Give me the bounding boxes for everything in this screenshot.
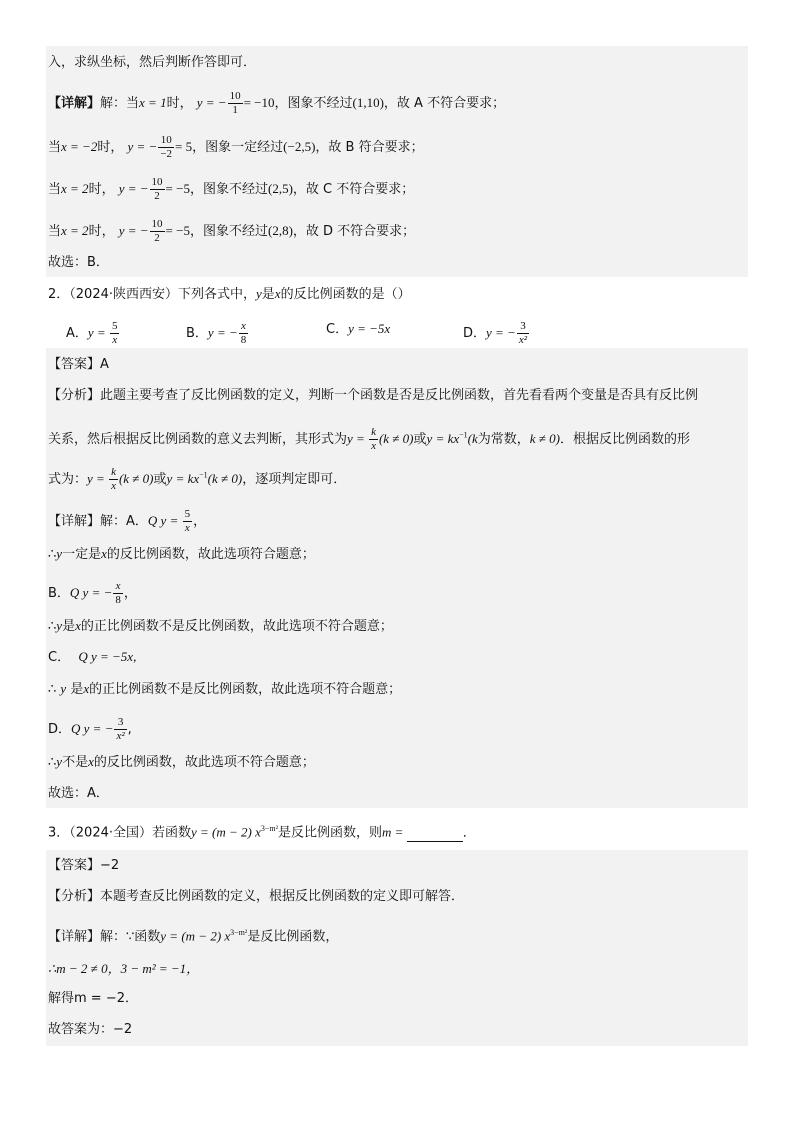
a2-detail-8: ∴y不是x的反比例函数，故此选项不符合题意； [48,754,315,770]
a2-detail-2: ∴y一定是x的反比例函数，故此选项符合题意； [48,546,315,562]
answer-block-3 [46,850,748,1046]
q2-option-c: C．y = −5x [326,321,391,337]
p1-line-4: 当x = 2时， y = − $\frac{10}{2}$ = −5，图象不经过(2,5)，故 C 不符合要求； [48,176,415,202]
a3-detail-4: 故答案为：−2 [48,1022,133,1037]
q2-option-b: B．y = − $\frac{x}{8}$ [186,320,247,346]
a2-detail-1: 【详解】解：A．Q y = $\frac{5}{x}$ ， [48,508,207,534]
a3-answer: 【答案】−2 [48,858,120,873]
a2-detail-5: C． Q y = −5x, [48,649,137,665]
a2-analysis-1: 【分析】此题主要考查了反比例函数的定义，判断一个函数是否是反比例函数，首先看看两个变量是否具有反比例 [48,388,699,403]
a2-detail-3: B．Q y = − $\frac{x}{8}$ ， [48,580,137,606]
a3-detail-2: ∴m − 2 ≠ 0，3 − m² = −1， [48,961,200,976]
p1-line-5: 当x = 2时， y = − $\frac{10}{2}$ = −5，图象不经过(2,8)，故 D 不符合要求； [48,218,416,244]
a2-analysis-3: 式为：y = $\frac{k}{x}$ (k ≠ 0)或$y = kx^{-1}(k \ne 0)$，逐项判定即可． [48,466,347,492]
p1-line-1: 入，求纵坐标，然后判断作答即可． [48,55,257,70]
answer-block-2 [46,348,748,808]
a2-detail-7: D．Q y = − $\frac{3}{\text{x²}}$ , [48,716,132,742]
p1-line-2: 【详解】解：当x = 1时， y = − $\frac{10}{1}$ = −10，图象不经过(1,10)，故 A 不符合要求； [48,90,506,116]
p1-line-3: 当x = −2时， y = − $\frac{10}{-2}$ = 5，图象一定经过(−2,5)，故 B 符合要求； [48,134,424,160]
q2-option-a: A．y = $\frac{5}{x}$ [66,320,118,346]
a2-detail-9: 故选：A． [48,786,109,801]
a3-detail-1: 【详解】解：∵函数y = (m − 2) $x^{3-m^2}$是反比例函数， [48,928,339,945]
q2-stem: 2．（2024·陕西西安）下列各式中，y是x的反比例函数的是（） [48,286,411,302]
a2-analysis-2: 关系，然后根据反比例函数的意义去判断，其形式为y = $\frac{k}{x}$ (k ≠ 0)或$y = kx^{-1}(k$为常数，k ≠ 0)．根据反比例函数的形 [48,426,691,452]
a2-detail-6: ∴ y 是x的正比例函数不是反比例函数，故此选项不符合题意； [48,681,402,697]
answer-blank[interactable] [407,828,463,842]
a2-detail-4: ∴y是x的正比例函数不是反比例函数，故此选项不符合题意； [48,618,393,634]
p1-line-6: 故选：B． [48,255,109,270]
a2-answer: 【答案】A [48,357,109,372]
q2-option-d: D．y = − $\frac{3}{\text{x²}}$ [463,320,528,346]
a3-analysis: 【分析】本题考查反比例函数的定义，根据反比例函数的定义即可解答． [48,889,465,904]
q3-stem: 3．（2024·全国）若函数y = (m − 2) $x^{3-m^2}$是反比例函数，则m = ． [48,824,476,841]
a3-detail-3: 解得m = −2． [48,991,138,1006]
